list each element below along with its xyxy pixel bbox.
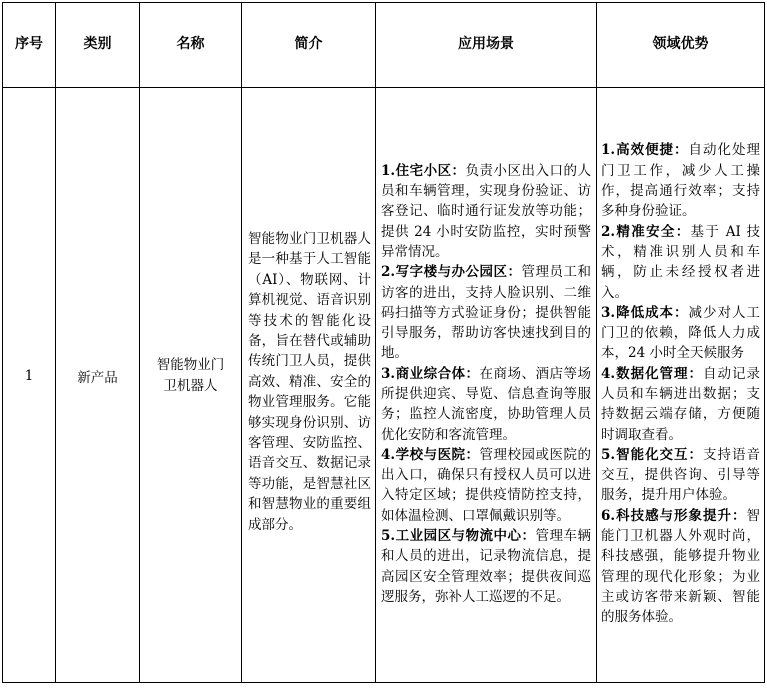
advantage-item-text: 自动化处理门卫工作，减少人工操作，提高通行效率；支持多种身份验证。 (601, 142, 761, 220)
scenario-item (381, 526, 591, 607)
header-category: 类别 (56, 3, 140, 88)
table-row (3, 88, 765, 683)
cell-scenarios (376, 88, 597, 683)
scenario-item (381, 364, 591, 445)
scenario-item-text: 管理员工和访客的进出，支持人脸识别、二维码扫描等方式验证身份；提供智能引导服务，帮助访客快速找到目的地。 (381, 264, 592, 362)
advantage-item-text: 自动记录人员和车辆进出数据；支持数据云端存储，方便随时调取查看。 (601, 365, 761, 443)
advantage-item-title: 3.降低成本： (601, 304, 689, 321)
row-index: 1 (24, 368, 34, 384)
scenario-item-title: 4.学校与医院： (381, 446, 480, 463)
scenario-item-text: 负责小区出入口的人员和车辆管理，实现身份验证、访客登记、临时通行证发放等功能；提供 24 小时安防监控，实时预警异常情况。 (381, 162, 592, 260)
scenario-item (381, 161, 591, 262)
header-name: 名称 (140, 3, 242, 88)
scenario-item-text: 管理校园或医院的出入口，确保只有授权人员可以进入特定区域；提供疫情防控支持，如体温检测、口罩佩戴识别等。 (381, 446, 591, 524)
header-row (3, 3, 765, 88)
advantage-item (601, 364, 760, 445)
cell-advantages (597, 88, 765, 683)
advantage-item-text: 智能门卫机器人外观时尚，科技感强，能够提升物业管理的现代化形象；为业主或访客带来新颖、智能的服务体验。 (601, 507, 760, 626)
cell-index (3, 88, 56, 683)
scenario-item-title: 1.住宅小区： (381, 162, 466, 179)
scenario-item-title: 3.商业综合体： (381, 365, 480, 382)
advantage-list (601, 140, 760, 627)
cell-intro (242, 88, 376, 683)
header-index: 序号 (3, 3, 56, 88)
advantage-item-title: 1.高效便捷： (601, 142, 689, 159)
advantage-item-title: 2.精准安全： (601, 223, 691, 240)
advantage-item (601, 303, 760, 364)
row-intro: 智能物业门卫机器人是一种基于人工智能（AI）、物联网、计算机视觉、语音识别等技术的智能化设备，旨在替代或辅助传统门卫人员，提供高效、精准、安全的物业管理服务。它能够实现身份识别、访客管理、安防监控、语音交互、数据记录等功能，是智慧社区和智慧物业的重要组成部分。 (248, 230, 371, 533)
advantage-item-text: 支持语音交互，提供咨询、引导等服务，提升用户体验。 (601, 446, 761, 504)
product-table (2, 2, 765, 683)
row-name: 智能物业门卫机器人 (156, 357, 225, 394)
scenario-item (381, 445, 591, 526)
scenario-item-title: 5.工业园区与物流中心： (381, 528, 536, 545)
advantage-item-title: 6.科技感与形象提升： (601, 507, 747, 524)
scenario-item-text: 在商场、酒店等场所提供迎宾、导览、信息查询等服务；监控人流密度，协助管理人员优化安防和客流管理。 (381, 365, 591, 443)
advantage-item-text: 减少对人工门卫的依赖，降低人力成本，24 小时全天候服务 (601, 304, 761, 362)
advantage-item (601, 222, 760, 303)
header-scenarios: 应用场景 (376, 3, 597, 88)
advantage-item (601, 140, 760, 221)
row-category: 新产品 (77, 370, 118, 386)
header-advantages: 领域优势 (597, 3, 765, 88)
scenario-list (381, 161, 591, 608)
advantage-item-title: 4.数据化管理： (601, 365, 704, 382)
scenario-item (381, 262, 591, 363)
cell-category (56, 88, 140, 683)
header-intro: 简介 (242, 3, 376, 88)
advantage-item (601, 506, 760, 628)
advantage-item (601, 445, 760, 506)
scenario-item-title: 2.写字楼与办公园区： (381, 264, 522, 281)
cell-name (140, 88, 242, 683)
advantage-item-text: 基于 AI 技术，精准识别人员和车辆，防止未经授权者进入。 (601, 223, 761, 301)
advantage-item-title: 5.智能化交互： (601, 446, 704, 463)
scenario-item-text: 管理车辆和人员的进出，记录物流信息，提高园区安全管理效率；提供夜间巡逻服务，弥补人工巡逻的不足。 (381, 528, 592, 605)
